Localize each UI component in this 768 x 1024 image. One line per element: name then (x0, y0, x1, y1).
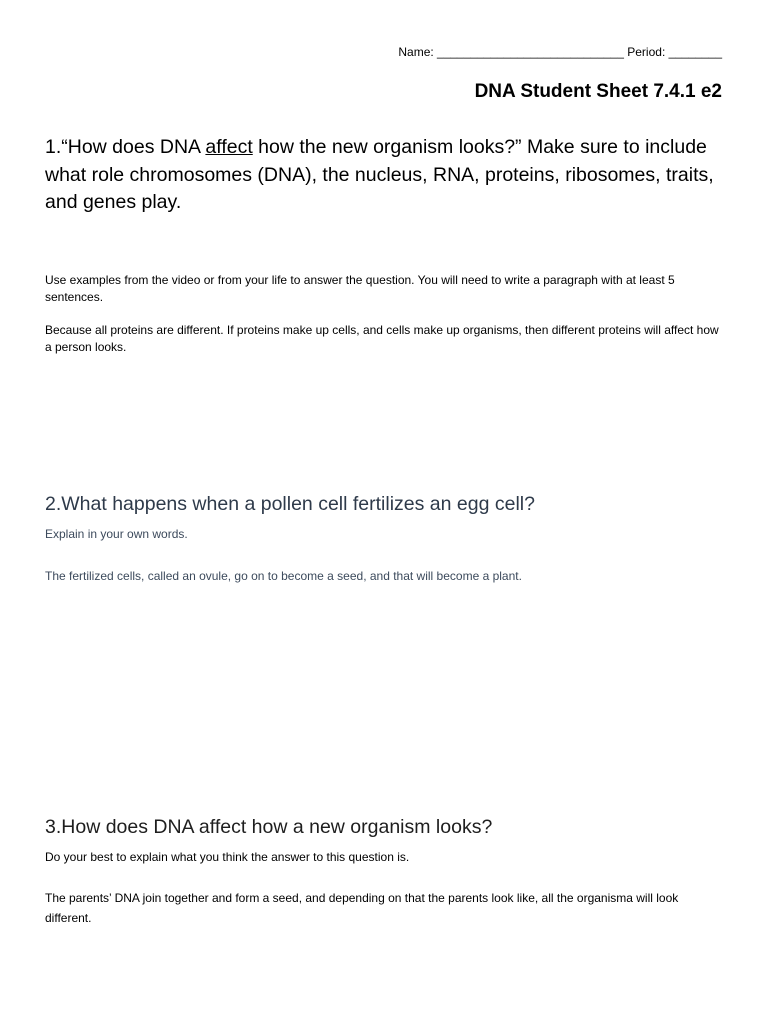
question-3-instructions: Do your best to explain what you think the answer to this question is. (45, 850, 410, 864)
question-1 (45, 134, 725, 217)
question-1-underlined-word: affect (205, 136, 253, 158)
question-1-answer: Because all proteins are different. If proteins make up cells, and cells make up organisms, then different proteins will affect how a person looks. (45, 323, 719, 354)
question-1-prefix: 1.“How does DNA (45, 136, 206, 158)
name-field: Name: ____________________________ (398, 45, 624, 59)
question-3: 3.How does DNA affect how a new organism looks? (45, 816, 493, 838)
question-2: 2.What happens when a pollen cell fertilizes an egg cell? (45, 493, 535, 515)
question-1-instructions: Use examples from the video or from your life to answer the question. You will need to write a paragraph with at least 5 sentences. (45, 273, 675, 304)
question-1-suffix: how the new organism looks?” Make sure to include what role chromosomes (DNA), the nucleus, RNA, proteins, ribosomes, traits, and genes play. (45, 136, 714, 213)
document-title: DNA Student Sheet 7.4.1 e2 (474, 81, 722, 102)
question-3-answer: The parents’ DNA join together and form a seed, and depending on that the parents look like, all the organisma will look different. (45, 891, 679, 925)
question-2-answer: The fertilized cells, called an ovule, go on to become a seed, and that will become a plant. (45, 569, 522, 583)
name-period-line (398, 45, 722, 59)
question-2-instructions: Explain in your own words. (45, 527, 188, 541)
period-field: Period: ________ (627, 45, 722, 59)
